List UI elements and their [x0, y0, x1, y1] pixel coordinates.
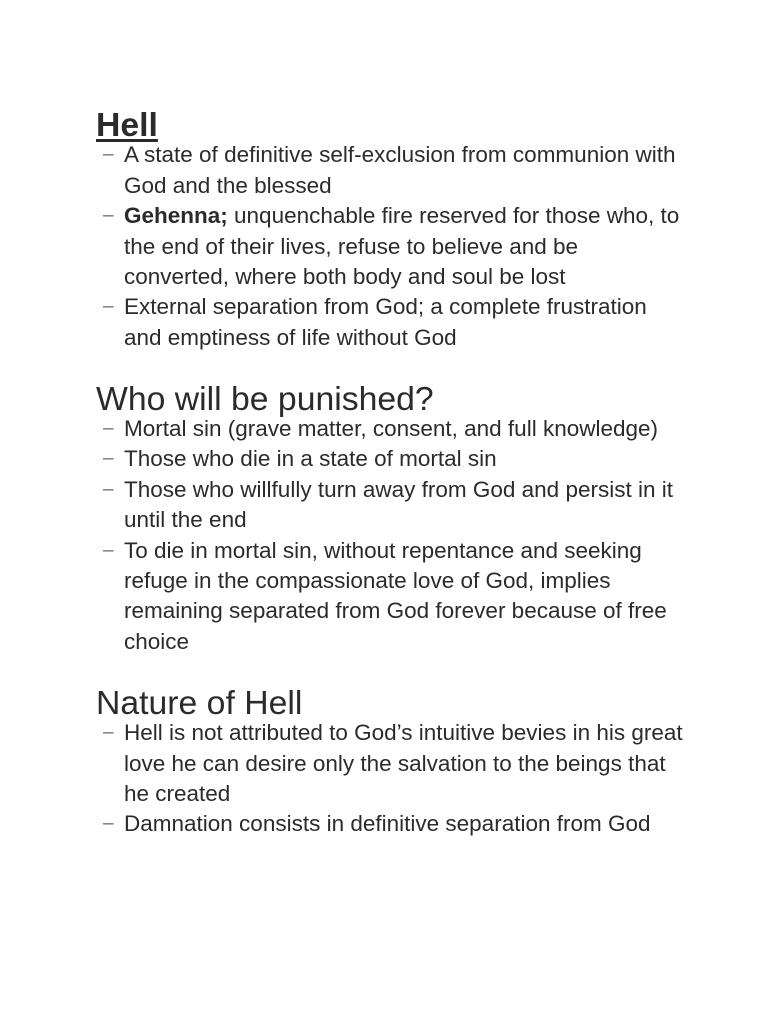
section-heading-who-punished: Who will be punished?	[96, 379, 434, 418]
list-item	[96, 809, 686, 839]
bullet-list	[96, 140, 686, 353]
note-document	[96, 106, 686, 840]
section-nature-of-hell	[96, 683, 686, 840]
item-text: To die in mortal sin, without repentance and seeking refuge in the compassionate love of God, implies remaining separated from God forever because of free choice	[124, 537, 667, 654]
list-item	[96, 536, 686, 658]
item-text: Mortal sin (grave matter, consent, and full knowledge)	[124, 416, 659, 442]
section-heading-nature-of-hell: Nature of Hell	[96, 683, 303, 722]
list-item	[96, 201, 686, 292]
item-text: Damnation consists in definitive separation from God	[124, 811, 651, 837]
item-text: unquenchable fire reserved for those who, to the end of their lives, refuse to believe and be converted, where both body and soul be lost	[124, 203, 680, 290]
section-hell	[96, 106, 686, 353]
item-lead-term: Gehenna;	[124, 203, 228, 229]
section-who-punished	[96, 379, 686, 658]
item-text: External separation from God; a complete frustration and emptiness of life without God	[124, 294, 647, 350]
section-heading-hell: Hell	[96, 106, 158, 144]
list-item	[96, 444, 686, 474]
list-item	[96, 292, 686, 353]
list-item	[96, 718, 686, 809]
bullet-list	[96, 718, 686, 840]
bullet-list	[96, 414, 686, 657]
item-text: Those who die in a state of mortal sin	[124, 446, 497, 472]
item-text: Hell is not attributed to God’s intuitive bevies in his great love he can desire only the salvation to the beings that he created	[124, 720, 683, 806]
item-text: Those who willfully turn away from God and persist in it until the end	[124, 476, 673, 533]
list-item	[96, 414, 686, 444]
list-item	[96, 475, 686, 536]
list-item	[96, 140, 686, 201]
item-text: A state of definitive self-exclusion from communion with God and the blessed	[124, 142, 676, 198]
